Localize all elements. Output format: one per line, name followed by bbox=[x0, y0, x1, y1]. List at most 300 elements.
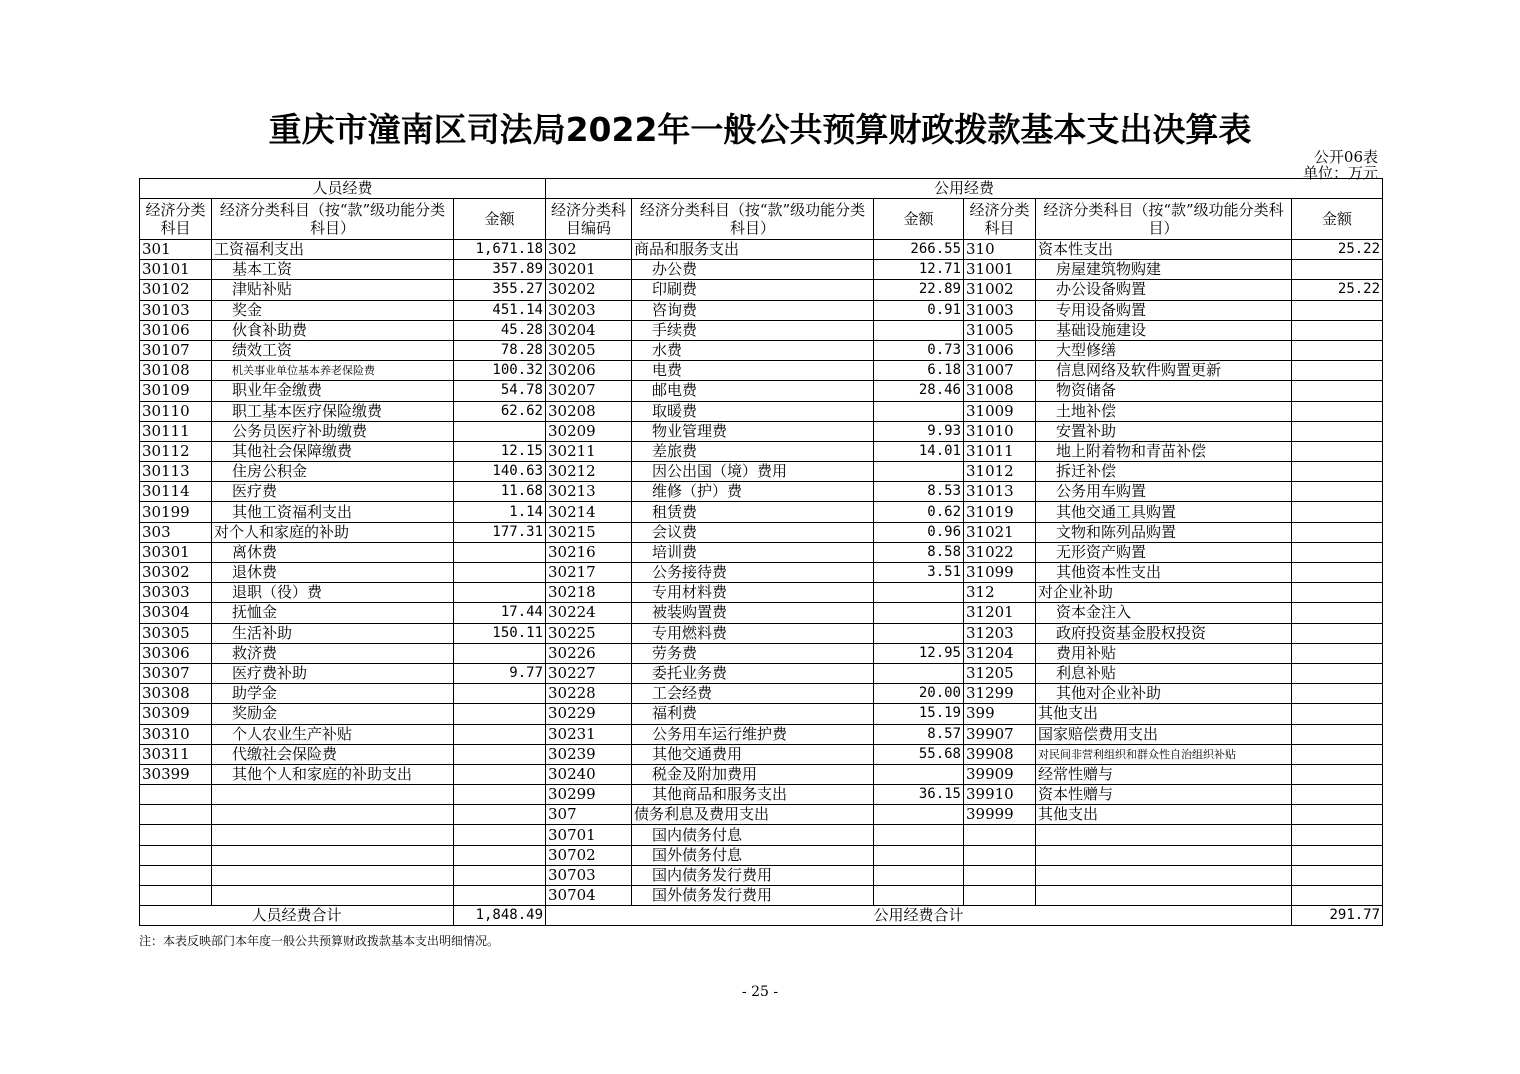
name-cell: 无形资产购置 bbox=[1036, 542, 1292, 562]
total-personnel-label: 人员经费合计 bbox=[140, 906, 454, 926]
amount-cell bbox=[1292, 462, 1383, 482]
amount-cell bbox=[1292, 381, 1383, 401]
amount-cell bbox=[1292, 865, 1383, 885]
amount-cell bbox=[1292, 502, 1383, 522]
amount-cell bbox=[1292, 583, 1383, 603]
total-personnel-amount: 1,848.49 bbox=[454, 906, 546, 926]
code-cell: 301 bbox=[140, 240, 212, 260]
name-cell: 咨询费 bbox=[632, 300, 874, 320]
amount-cell bbox=[454, 542, 546, 562]
name-cell: 国外债务付息 bbox=[632, 845, 874, 865]
code-cell: 30305 bbox=[140, 623, 212, 643]
name-cell: 专用材料费 bbox=[632, 583, 874, 603]
name-cell: 税金及附加费用 bbox=[632, 764, 874, 784]
name-cell: 生活补助 bbox=[212, 623, 454, 643]
amount-cell bbox=[1292, 684, 1383, 704]
name-cell bbox=[212, 805, 454, 825]
amount-cell bbox=[874, 805, 964, 825]
name-cell: 退休费 bbox=[212, 563, 454, 583]
name-cell: 费用补贴 bbox=[1036, 643, 1292, 663]
code-cell: 39908 bbox=[964, 744, 1036, 764]
table-row bbox=[140, 563, 1383, 583]
amount-cell bbox=[1292, 522, 1383, 542]
name-cell: 租赁费 bbox=[632, 502, 874, 522]
table-row bbox=[140, 845, 1383, 865]
amount-cell: 12.71 bbox=[874, 260, 964, 280]
name-cell: 对个人和家庭的补助 bbox=[212, 522, 454, 542]
name-cell: 对企业补助 bbox=[1036, 583, 1292, 603]
code-cell: 31006 bbox=[964, 340, 1036, 360]
code-cell: 30228 bbox=[546, 684, 632, 704]
name-cell: 其他商品和服务支出 bbox=[632, 785, 874, 805]
amount-cell: 55.68 bbox=[874, 744, 964, 764]
code-cell: 30208 bbox=[546, 401, 632, 421]
code-cell: 30212 bbox=[546, 462, 632, 482]
amount-cell bbox=[1292, 361, 1383, 381]
amount-cell bbox=[874, 886, 964, 906]
header-name: 经济分类科目（按“款”级功能分类科目） bbox=[212, 199, 454, 240]
table-row bbox=[140, 280, 1383, 300]
code-cell: 31005 bbox=[964, 320, 1036, 340]
name-cell: 专用设备购置 bbox=[1036, 300, 1292, 320]
amount-cell: 3.51 bbox=[874, 563, 964, 583]
code-cell: 30204 bbox=[546, 320, 632, 340]
amount-cell: 11.68 bbox=[454, 482, 546, 502]
amount-cell: 1.14 bbox=[454, 502, 546, 522]
table-row bbox=[140, 805, 1383, 825]
name-cell: 被装购置费 bbox=[632, 603, 874, 623]
footnote: 注：本表反映部门本年度一般公共预算财政拨款基本支出明细情况。 bbox=[139, 934, 500, 948]
amount-cell bbox=[1292, 563, 1383, 583]
name-cell: 基本工资 bbox=[212, 260, 454, 280]
code-cell: 30218 bbox=[546, 583, 632, 603]
amount-cell: 100.32 bbox=[454, 361, 546, 381]
amount-cell bbox=[454, 421, 546, 441]
amount-cell bbox=[454, 886, 546, 906]
table-row bbox=[140, 340, 1383, 360]
code-cell: 30214 bbox=[546, 502, 632, 522]
code-cell: 31013 bbox=[964, 482, 1036, 502]
name-cell: 国家赔偿费用支出 bbox=[1036, 724, 1292, 744]
name-cell: 办公设备购置 bbox=[1036, 280, 1292, 300]
table-row bbox=[140, 482, 1383, 502]
table-row bbox=[140, 361, 1383, 381]
header-name: 经济分类科目（按“款”级功能分类科目） bbox=[1036, 199, 1292, 240]
header-amount: 金额 bbox=[1292, 199, 1383, 240]
table-row bbox=[140, 704, 1383, 724]
code-cell: 30224 bbox=[546, 603, 632, 623]
amount-cell: 266.55 bbox=[874, 240, 964, 260]
amount-cell: 9.93 bbox=[874, 421, 964, 441]
code-cell bbox=[140, 805, 212, 825]
code-cell: 30215 bbox=[546, 522, 632, 542]
name-cell: 资本性赠与 bbox=[1036, 785, 1292, 805]
name-cell: 其他资本性支出 bbox=[1036, 563, 1292, 583]
code-cell: 30109 bbox=[140, 381, 212, 401]
code-cell: 310 bbox=[964, 240, 1036, 260]
amount-cell bbox=[874, 583, 964, 603]
code-cell: 39910 bbox=[964, 785, 1036, 805]
name-cell: 奖励金 bbox=[212, 704, 454, 724]
amount-cell: 6.18 bbox=[874, 361, 964, 381]
code-cell: 30101 bbox=[140, 260, 212, 280]
code-cell: 30207 bbox=[546, 381, 632, 401]
code-cell: 30211 bbox=[546, 441, 632, 461]
name-cell: 培训费 bbox=[632, 542, 874, 562]
name-cell: 机关事业单位基本养老保险费 bbox=[212, 361, 454, 381]
code-cell: 307 bbox=[546, 805, 632, 825]
table-row bbox=[140, 643, 1383, 663]
table-row bbox=[140, 623, 1383, 643]
code-cell bbox=[140, 825, 212, 845]
amount-cell bbox=[1292, 805, 1383, 825]
amount-cell bbox=[454, 563, 546, 583]
code-cell: 30239 bbox=[546, 744, 632, 764]
name-cell bbox=[1036, 886, 1292, 906]
amount-cell: 1,671.18 bbox=[454, 240, 546, 260]
code-cell: 30226 bbox=[546, 643, 632, 663]
amount-cell bbox=[454, 805, 546, 825]
amount-cell bbox=[454, 865, 546, 885]
table-row bbox=[140, 865, 1383, 885]
code-cell: 30703 bbox=[546, 865, 632, 885]
name-cell: 其他对企业补助 bbox=[1036, 684, 1292, 704]
amount-cell: 25.22 bbox=[1292, 240, 1383, 260]
amount-cell bbox=[1292, 542, 1383, 562]
header-code: 经济分类科目 bbox=[140, 199, 212, 240]
amount-cell: 14.01 bbox=[874, 441, 964, 461]
code-cell: 30114 bbox=[140, 482, 212, 502]
name-cell: 劳务费 bbox=[632, 643, 874, 663]
amount-cell bbox=[1292, 603, 1383, 623]
amount-cell bbox=[454, 785, 546, 805]
table-row bbox=[140, 421, 1383, 441]
amount-cell bbox=[1292, 300, 1383, 320]
table-row bbox=[140, 260, 1383, 280]
amount-cell bbox=[874, 462, 964, 482]
table-row bbox=[140, 300, 1383, 320]
code-cell: 30217 bbox=[546, 563, 632, 583]
code-cell bbox=[140, 845, 212, 865]
amount-cell: 140.63 bbox=[454, 462, 546, 482]
code-cell: 30306 bbox=[140, 643, 212, 663]
code-cell: 30202 bbox=[546, 280, 632, 300]
table-row bbox=[140, 663, 1383, 683]
table-row bbox=[140, 764, 1383, 784]
code-cell: 30227 bbox=[546, 663, 632, 683]
code-cell bbox=[964, 886, 1036, 906]
header-amount: 金额 bbox=[874, 199, 964, 240]
amount-cell bbox=[1292, 663, 1383, 683]
name-cell bbox=[212, 825, 454, 845]
amount-cell bbox=[1292, 825, 1383, 845]
code-cell: 30111 bbox=[140, 421, 212, 441]
code-cell: 31003 bbox=[964, 300, 1036, 320]
name-cell: 政府投资基金股权投资 bbox=[1036, 623, 1292, 643]
amount-cell bbox=[1292, 785, 1383, 805]
code-cell: 31007 bbox=[964, 361, 1036, 381]
code-cell: 30102 bbox=[140, 280, 212, 300]
name-cell: 津贴补贴 bbox=[212, 280, 454, 300]
code-cell: 302 bbox=[546, 240, 632, 260]
amount-cell: 78.28 bbox=[454, 340, 546, 360]
name-cell: 抚恤金 bbox=[212, 603, 454, 623]
table-row bbox=[140, 684, 1383, 704]
code-cell: 31205 bbox=[964, 663, 1036, 683]
code-cell: 399 bbox=[964, 704, 1036, 724]
code-cell: 30216 bbox=[546, 542, 632, 562]
amount-cell bbox=[874, 401, 964, 421]
code-cell: 30203 bbox=[546, 300, 632, 320]
code-cell: 30213 bbox=[546, 482, 632, 502]
name-cell: 邮电费 bbox=[632, 381, 874, 401]
code-cell: 30702 bbox=[546, 845, 632, 865]
code-cell: 31204 bbox=[964, 643, 1036, 663]
section-personnel: 人员经费 bbox=[140, 179, 546, 199]
name-cell: 安置补助 bbox=[1036, 421, 1292, 441]
code-cell bbox=[964, 825, 1036, 845]
total-public-amount: 291.77 bbox=[1292, 906, 1383, 926]
amount-cell: 8.57 bbox=[874, 724, 964, 744]
code-cell: 30301 bbox=[140, 542, 212, 562]
table-row bbox=[140, 724, 1383, 744]
amount-cell bbox=[1292, 643, 1383, 663]
table-row bbox=[140, 401, 1383, 421]
name-cell: 商品和服务支出 bbox=[632, 240, 874, 260]
code-cell: 30308 bbox=[140, 684, 212, 704]
code-cell: 31099 bbox=[964, 563, 1036, 583]
amount-cell bbox=[454, 684, 546, 704]
name-cell bbox=[212, 886, 454, 906]
name-cell: 国外债务发行费用 bbox=[632, 886, 874, 906]
code-cell: 31011 bbox=[964, 441, 1036, 461]
amount-cell: 12.95 bbox=[874, 643, 964, 663]
name-cell: 物资储备 bbox=[1036, 381, 1292, 401]
name-cell: 地上附着物和青苗补偿 bbox=[1036, 441, 1292, 461]
name-cell: 拆迁补偿 bbox=[1036, 462, 1292, 482]
total-public-label: 公用经费合计 bbox=[546, 906, 1292, 926]
name-cell: 公务用车运行维护费 bbox=[632, 724, 874, 744]
code-cell: 30110 bbox=[140, 401, 212, 421]
name-cell: 绩效工资 bbox=[212, 340, 454, 360]
code-cell: 39907 bbox=[964, 724, 1036, 744]
amount-cell: 451.14 bbox=[454, 300, 546, 320]
name-cell: 差旅费 bbox=[632, 441, 874, 461]
page-title: 重庆市潼南区司法局2022年一般公共预算财政拨款基本支出决算表 bbox=[268, 110, 1252, 149]
code-cell: 31021 bbox=[964, 522, 1036, 542]
amount-cell bbox=[1292, 401, 1383, 421]
amount-cell: 62.62 bbox=[454, 401, 546, 421]
name-cell: 代缴社会保险费 bbox=[212, 744, 454, 764]
amount-cell: 0.96 bbox=[874, 522, 964, 542]
amount-cell bbox=[454, 643, 546, 663]
code-cell: 30199 bbox=[140, 502, 212, 522]
amount-cell: 9.77 bbox=[454, 663, 546, 683]
amount-cell bbox=[454, 764, 546, 784]
name-cell: 住房公积金 bbox=[212, 462, 454, 482]
amount-cell bbox=[454, 744, 546, 764]
name-cell: 医疗费补助 bbox=[212, 663, 454, 683]
name-cell: 因公出国（境）费用 bbox=[632, 462, 874, 482]
amount-cell bbox=[1292, 441, 1383, 461]
name-cell: 职业年金缴费 bbox=[212, 381, 454, 401]
code-cell: 30704 bbox=[546, 886, 632, 906]
code-cell: 30299 bbox=[546, 785, 632, 805]
table-row bbox=[140, 502, 1383, 522]
amount-cell bbox=[874, 845, 964, 865]
table-row bbox=[140, 886, 1383, 906]
code-cell: 31022 bbox=[964, 542, 1036, 562]
name-cell: 基础设施建设 bbox=[1036, 320, 1292, 340]
code-cell bbox=[140, 865, 212, 885]
code-cell: 303 bbox=[140, 522, 212, 542]
table-row bbox=[140, 320, 1383, 340]
code-cell: 30107 bbox=[140, 340, 212, 360]
name-cell: 救济费 bbox=[212, 643, 454, 663]
code-cell: 31002 bbox=[964, 280, 1036, 300]
amount-cell bbox=[454, 583, 546, 603]
header-name: 经济分类科目（按“款”级功能分类科目） bbox=[632, 199, 874, 240]
name-cell: 伙食补助费 bbox=[212, 320, 454, 340]
name-cell bbox=[1036, 845, 1292, 865]
section-public: 公用经费 bbox=[546, 179, 1383, 199]
code-cell: 30311 bbox=[140, 744, 212, 764]
amount-cell bbox=[874, 320, 964, 340]
name-cell: 国内债务付息 bbox=[632, 825, 874, 845]
code-cell bbox=[140, 785, 212, 805]
name-cell: 福利费 bbox=[632, 704, 874, 724]
name-cell: 其他工资福利支出 bbox=[212, 502, 454, 522]
name-cell: 工会经费 bbox=[632, 684, 874, 704]
amount-cell: 45.28 bbox=[454, 320, 546, 340]
name-cell bbox=[212, 785, 454, 805]
name-cell: 其他交通费用 bbox=[632, 744, 874, 764]
name-cell: 职工基本医疗保险缴费 bbox=[212, 401, 454, 421]
name-cell: 离休费 bbox=[212, 542, 454, 562]
amount-cell: 20.00 bbox=[874, 684, 964, 704]
amount-cell: 8.58 bbox=[874, 542, 964, 562]
table-row bbox=[140, 441, 1383, 461]
amount-cell: 150.11 bbox=[454, 623, 546, 643]
header-code: 经济分类科目 bbox=[964, 199, 1036, 240]
code-cell: 30310 bbox=[140, 724, 212, 744]
code-cell: 30303 bbox=[140, 583, 212, 603]
table-row bbox=[140, 542, 1383, 562]
code-cell: 30304 bbox=[140, 603, 212, 623]
code-cell: 30231 bbox=[546, 724, 632, 744]
amount-cell bbox=[1292, 340, 1383, 360]
name-cell: 电费 bbox=[632, 361, 874, 381]
expenditure-table bbox=[139, 178, 1383, 926]
header-amount: 金额 bbox=[454, 199, 546, 240]
amount-cell: 28.46 bbox=[874, 381, 964, 401]
code-cell: 31008 bbox=[964, 381, 1036, 401]
amount-cell: 8.53 bbox=[874, 482, 964, 502]
amount-cell bbox=[874, 623, 964, 643]
name-cell: 房屋建筑物购建 bbox=[1036, 260, 1292, 280]
amount-cell: 15.19 bbox=[874, 704, 964, 724]
amount-cell: 0.62 bbox=[874, 502, 964, 522]
code-cell: 30229 bbox=[546, 704, 632, 724]
name-cell: 其他个人和家庭的补助支出 bbox=[212, 764, 454, 784]
name-cell: 其他支出 bbox=[1036, 805, 1292, 825]
amount-cell bbox=[874, 865, 964, 885]
amount-cell bbox=[874, 603, 964, 623]
table-row bbox=[140, 583, 1383, 603]
code-cell: 39999 bbox=[964, 805, 1036, 825]
amount-cell bbox=[1292, 320, 1383, 340]
code-cell: 30106 bbox=[140, 320, 212, 340]
table-row bbox=[140, 825, 1383, 845]
table-row bbox=[140, 381, 1383, 401]
name-cell: 经常性赠与 bbox=[1036, 764, 1292, 784]
amount-cell bbox=[1292, 623, 1383, 643]
code-cell: 30225 bbox=[546, 623, 632, 643]
code-cell: 312 bbox=[964, 583, 1036, 603]
code-cell: 31201 bbox=[964, 603, 1036, 623]
name-cell: 土地补偿 bbox=[1036, 401, 1292, 421]
code-cell: 31009 bbox=[964, 401, 1036, 421]
code-cell: 30108 bbox=[140, 361, 212, 381]
page-number: - 25 - bbox=[741, 984, 779, 1000]
amount-cell: 54.78 bbox=[454, 381, 546, 401]
unit-label: 单位：万元 bbox=[1302, 164, 1378, 182]
amount-cell bbox=[874, 825, 964, 845]
code-cell: 30206 bbox=[546, 361, 632, 381]
table-row bbox=[140, 462, 1383, 482]
code-cell: 31010 bbox=[964, 421, 1036, 441]
amount-cell bbox=[1292, 886, 1383, 906]
amount-cell: 355.27 bbox=[454, 280, 546, 300]
name-cell bbox=[212, 865, 454, 885]
name-cell: 取暖费 bbox=[632, 401, 874, 421]
name-cell: 文物和陈列品购置 bbox=[1036, 522, 1292, 542]
amount-cell: 36.15 bbox=[874, 785, 964, 805]
code-cell: 30103 bbox=[140, 300, 212, 320]
amount-cell: 25.22 bbox=[1292, 280, 1383, 300]
code-cell: 30302 bbox=[140, 563, 212, 583]
table-row bbox=[140, 603, 1383, 623]
amount-cell bbox=[1292, 260, 1383, 280]
name-cell: 公务接待费 bbox=[632, 563, 874, 583]
code-cell: 30701 bbox=[546, 825, 632, 845]
code-cell: 31203 bbox=[964, 623, 1036, 643]
header-code: 经济分类科目编码 bbox=[546, 199, 632, 240]
name-cell: 其他交通工具购置 bbox=[1036, 502, 1292, 522]
name-cell bbox=[212, 845, 454, 865]
table-row bbox=[140, 240, 1383, 260]
code-cell: 30201 bbox=[546, 260, 632, 280]
code-cell: 31001 bbox=[964, 260, 1036, 280]
amount-cell: 0.73 bbox=[874, 340, 964, 360]
amount-cell: 22.89 bbox=[874, 280, 964, 300]
form-number: 公开06表 bbox=[1313, 148, 1378, 166]
name-cell: 资本性支出 bbox=[1036, 240, 1292, 260]
table-row bbox=[140, 522, 1383, 542]
name-cell: 对民间非营利组织和群众性自治组织补贴 bbox=[1036, 744, 1292, 764]
code-cell: 30112 bbox=[140, 441, 212, 461]
amount-cell bbox=[454, 825, 546, 845]
name-cell: 医疗费 bbox=[212, 482, 454, 502]
name-cell: 印刷费 bbox=[632, 280, 874, 300]
amount-cell: 17.44 bbox=[454, 603, 546, 623]
name-cell: 退职（役）费 bbox=[212, 583, 454, 603]
amount-cell bbox=[1292, 845, 1383, 865]
amount-cell bbox=[1292, 764, 1383, 784]
code-cell: 30399 bbox=[140, 764, 212, 784]
name-cell: 公务员医疗补助缴费 bbox=[212, 421, 454, 441]
amount-cell bbox=[874, 663, 964, 683]
